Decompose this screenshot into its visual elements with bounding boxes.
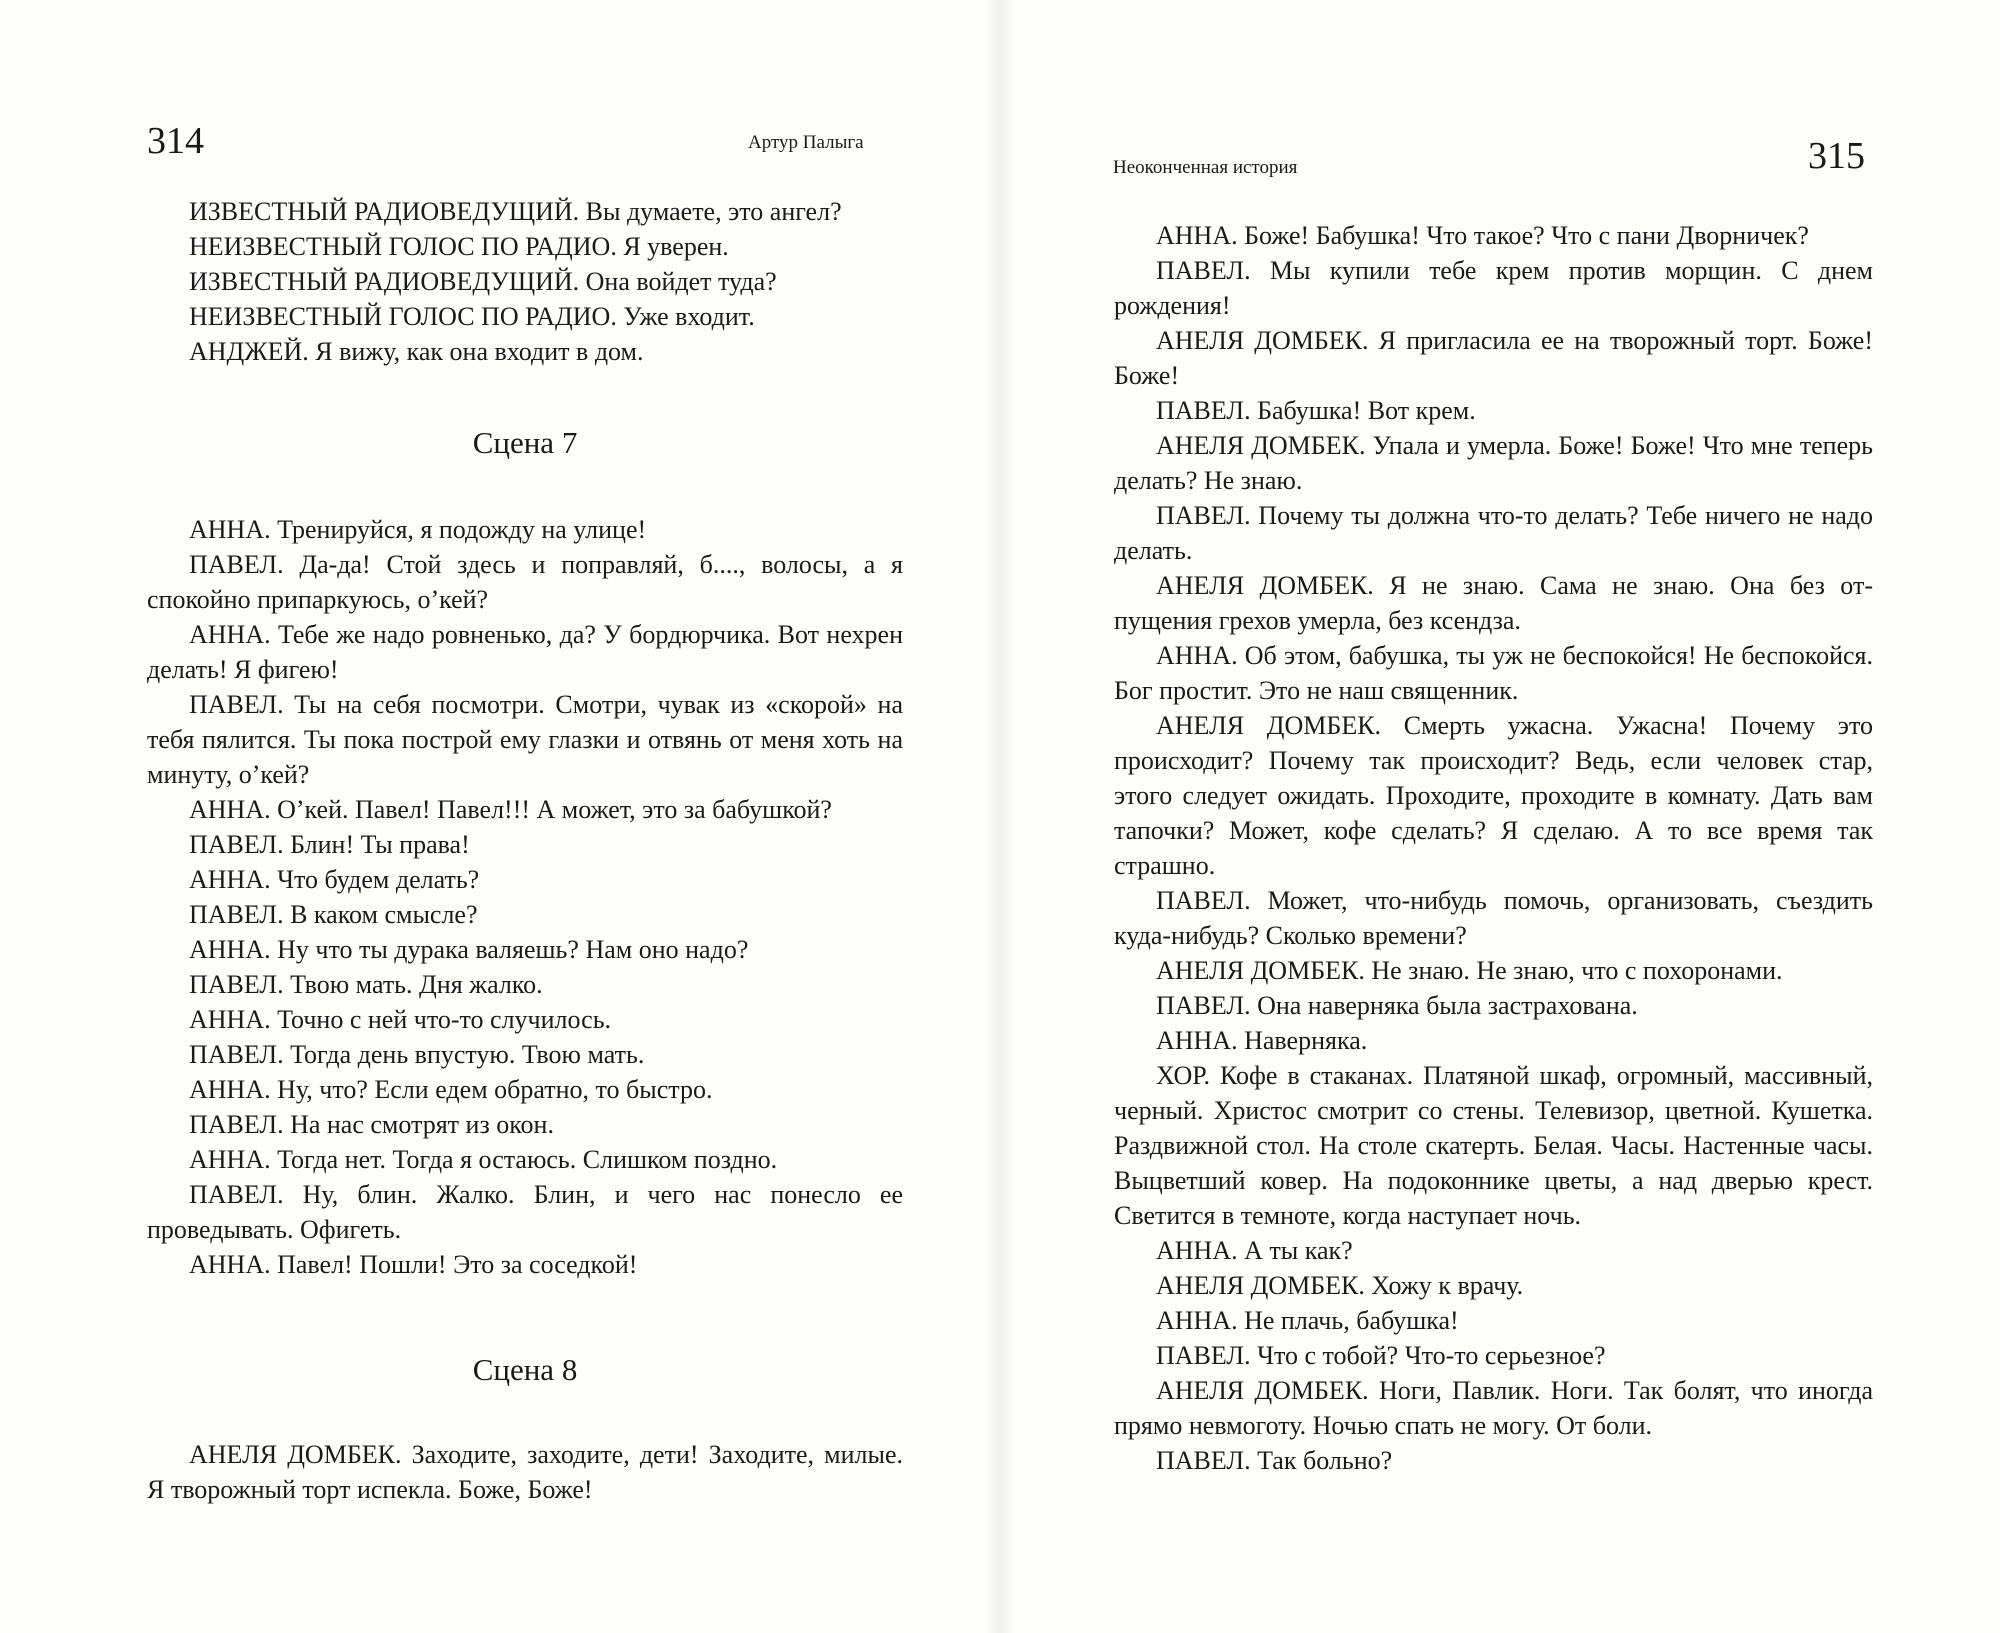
dialogue-line: НЕИЗВЕСТНЫЙ ГОЛОС ПО РАДИО. Уже входит. (189, 302, 755, 331)
dialogue-line: АННА. О’кей. Павел! Павел!!! А может, это за бабушкой? (189, 795, 832, 824)
dialogue-line: АННА. Точно с ней что-то случилось. (189, 1005, 612, 1034)
dialogue-line: АННА. Тебе же надо ровненько, да? У бордюрчика. Вот нехрен делать! Я фигею! (147, 620, 903, 684)
right-page-body (1114, 218, 1873, 1478)
dialogue-line: ХОР. Кофе в стаканах. Платяной шкаф, огромный, массивный, черный. Христос смотрит со стены. Телевизор, цветной. Кушетка. Раздвижной стол. На столе скатерть. Белая. Часы. Настенные часы. Выцветший ковер. На подоконнике цветы, а над дверью крест. Светится в темноте, когда наступает ночь. (1114, 1061, 1873, 1230)
dialogue-line: ПАВЕЛ. Она наверняка была застрахована. (1156, 991, 1638, 1020)
dialogue-line: АНЕЛЯ ДОМБЕК. Я не знаю. Сама не знаю. Она без отпущения грехов умерла, без ксендза. (1114, 571, 1873, 635)
dialogue-line: ПАВЕЛ. На нас смотрят из окон. (189, 1110, 554, 1139)
dialogue-line: АННА. Боже! Бабушка! Что такое? Что с пани Дворничек? (1156, 221, 1809, 250)
dialogue-line: ПАВЕЛ. Да-да! Стой здесь и поправляй, б...., волосы, а я спокойно припаркуюсь, о’кей? (147, 550, 903, 614)
dialogue-line: ПАВЕЛ. Почему ты должна что-то делать? Тебе ничего не надо делать. (1114, 501, 1873, 565)
left-page-body (147, 194, 903, 1507)
dialogue-line: ПАВЕЛ. Твою мать. Дня жалко. (189, 970, 543, 999)
dialogue-line: АННА. Тренируйся, я подожду на улице! (189, 515, 647, 544)
dialogue-line: АННА. Об этом, бабушка, ты уж не беспокойся! Не беспокойся. Бог простит. Это не наш священник. (1114, 641, 1873, 705)
left-page-number: 314 (147, 120, 204, 162)
scene-7-title: Сцена 7 (472, 425, 578, 460)
dialogue-line: АНЕЛЯ ДОМБЕК. Хожу к врачу. (1156, 1271, 1524, 1300)
dialogue-line: ПАВЕЛ. Мы купили тебе крем против морщин. С днем рождения! (1114, 256, 1873, 320)
dialogue-line: НЕИЗВЕСТНЫЙ ГОЛОС ПО РАДИО. Я уверен. (189, 232, 729, 261)
dialogue-line: АННА. Тогда нет. Тогда я остаюсь. Слишком поздно. (189, 1145, 778, 1174)
dialogue-line: ПАВЕЛ. Ты на себя посмотри. Смотри, чувак из «скорой» на тебя пялится. Ты пока построй ему глазки и отвянь от меня хоть на минуту, о’кей? (147, 690, 903, 789)
dialogue-line: АННА. А ты как? (1156, 1236, 1353, 1265)
dialogue-line: АНЕЛЯ ДОМБЕК. Ноги, Павлик. Ноги. Так болят, что иногда прямо невмоготу. Ночью спать не могу. От боли. (1114, 1376, 1873, 1440)
right-page (1000, 0, 2000, 1633)
dialogue-line: ПАВЕЛ. В каком смысле? (189, 900, 478, 929)
dialogue-line: ПАВЕЛ. Блин! Ты права! (189, 830, 470, 859)
dialogue-line: АННА. Павел! Пошли! Это за соседкой! (189, 1250, 638, 1279)
dialogue-line: АНЕЛЯ ДОМБЕК. Смерть ужасна. Ужасна! Почему это происходит? Почему так происходит? Ведь, если человек стар, этого следует ожидать. Проходите, проходите в комнату. Дать вам тапочки? Может, кофе сделать? Я сделаю. А то все время так страшно. (1114, 711, 1873, 880)
right-running-head: Неоконченная история (1113, 157, 1298, 178)
dialogue-line: АНЕЛЯ ДОМБЕК. Упала и умерла. Боже! Боже! Что мне теперь делать? Не знаю. (1114, 431, 1873, 495)
dialogue-line: АНЕЛЯ ДОМБЕК. Я пригласила ее на творожный торт. Боже! Боже! (1114, 326, 1873, 390)
scene-8-title: Сцена 8 (472, 1352, 578, 1387)
dialogue-line: АНЕЛЯ ДОМБЕК. Не знаю. Не знаю, что с похоронами. (1156, 956, 1783, 985)
dialogue-line: АННА. Не плачь, бабушка! (1156, 1306, 1459, 1335)
dialogue-line: ПАВЕЛ. Тогда день впустую. Твою мать. (189, 1040, 645, 1069)
dialogue-line: АНЕЛЯ ДОМБЕК. Заходите, заходите, дети! Заходите, милые. Я творожный торт испекла. Боже, Боже! (147, 1440, 903, 1504)
dialogue-line: АННА. Что будем делать? (189, 865, 480, 894)
dialogue-line: ПАВЕЛ. Что с тобой? Что-то серьезное? (1156, 1341, 1606, 1370)
dialogue-line: АННА. Ну, что? Если едем обратно, то быстро. (189, 1075, 713, 1104)
dialogue-line: ПАВЕЛ. Так больно? (1156, 1446, 1393, 1475)
dialogue-line: ПАВЕЛ. Ну, блин. Жалко. Блин, и чего нас понесло ее проведывать. Офигеть. (147, 1180, 903, 1244)
right-page-number: 315 (1808, 135, 1865, 177)
dialogue-line: ПАВЕЛ. Может, что-нибудь помочь, организовать, съездить куда-нибудь? Сколько времени? (1114, 886, 1873, 950)
dialogue-line: ИЗВЕСТНЫЙ РАДИОВЕДУЩИЙ. Вы думаете, это ангел? (189, 197, 842, 226)
dialogue-line: АННА. Ну что ты дурака валяешь? Нам оно надо? (189, 935, 749, 964)
dialogue-line: АНДЖЕЙ. Я вижу, как она входит в дом. (189, 337, 644, 366)
dialogue-line: ПАВЕЛ. Бабушка! Вот крем. (1156, 396, 1476, 425)
left-running-head: Артур Палыга (748, 132, 864, 153)
dialogue-line: ИЗВЕСТНЫЙ РАДИОВЕДУЩИЙ. Она войдет туда? (189, 267, 777, 296)
dialogue-line: АННА. Наверняка. (1156, 1026, 1368, 1055)
